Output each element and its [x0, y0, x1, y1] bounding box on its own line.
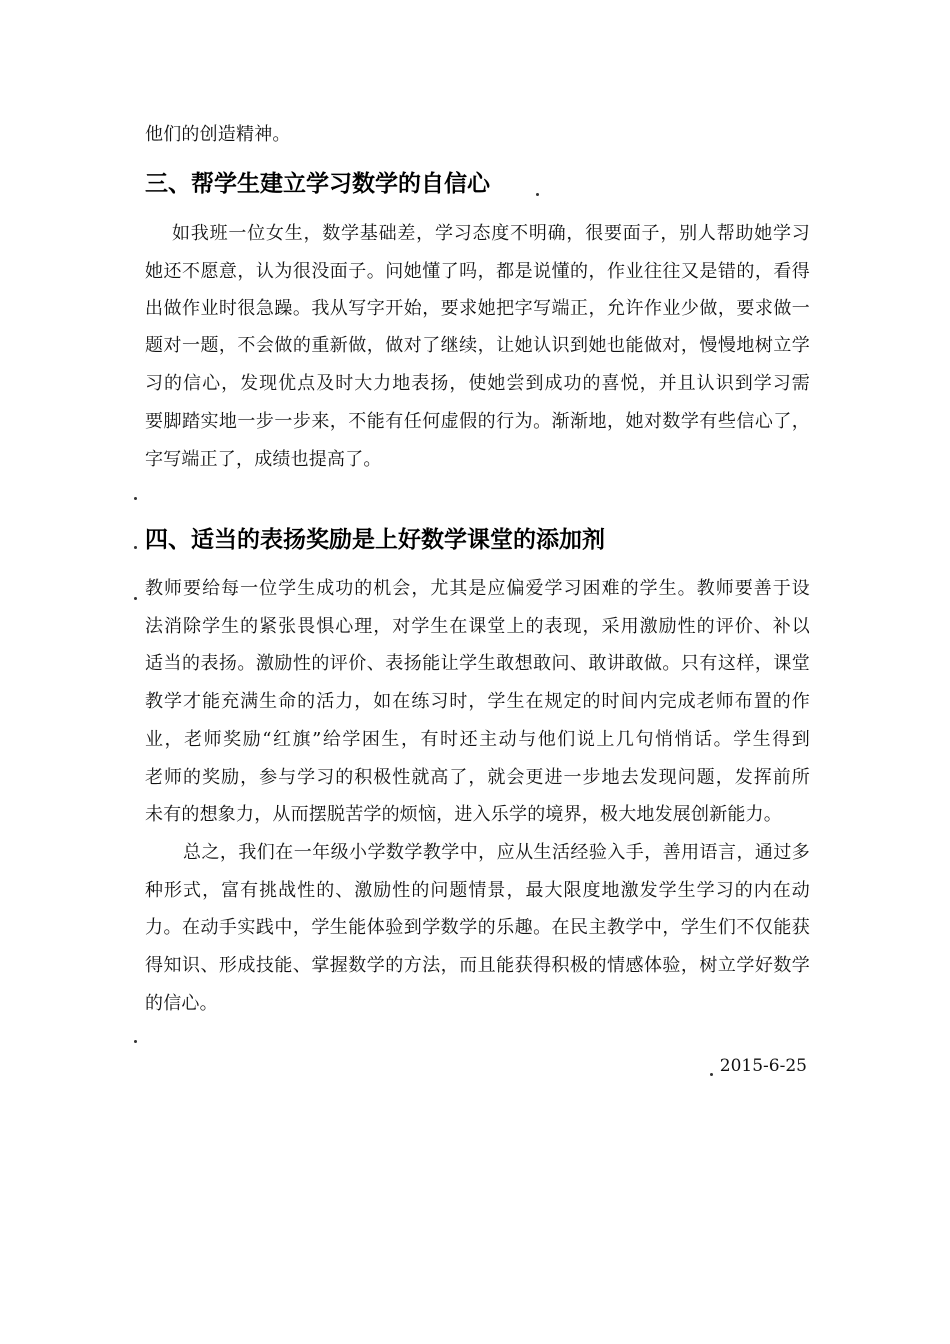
paragraph-line: 题对一题，不会做的重新做，做对了继续，让她认识到她也能做对，慢慢地树立学: [145, 335, 810, 356]
paragraph-line: 出做作业时很急躁。我从写字开始，要求她把字写端正，允许作业少做，要求做一: [145, 298, 810, 319]
format-mark: [134, 546, 137, 549]
paragraph-line: 习的信心，发现优点及时大力地表扬，使她尝到成功的喜悦，并且认识到学习需: [145, 373, 810, 394]
paragraph-line: 老师的奖励，参与学习的积极性就高了，就会更进一步地去发现问题，发挥前所: [145, 767, 810, 788]
paragraph-line: 得知识、形成技能、掌握数学的方法，而且能获得积极的情感体验，树立学好数学: [145, 955, 810, 976]
paragraph-line: 教学才能充满生命的活力，如在练习时，学生在规定的时间内完成老师布置的作: [145, 691, 810, 712]
paragraph-line: 业，老师奖励“红旗”给学困生，有时还主动与他们说上几句悄悄话。学生得到: [145, 729, 810, 750]
format-mark: [134, 497, 137, 500]
section-4-heading: 四、适当的表扬奖励是上好数学课堂的添加剂: [145, 527, 605, 553]
paragraph-line: 总之，我们在一年级小学数学教学中，应从生活经验入手，善用语言，通过多: [183, 842, 810, 863]
paragraph-line: 的信心。: [145, 993, 218, 1014]
paragraph-line: 未有的想象力，从而摆脱苦学的烦恼，进入乐学的境界，极大地发展创新能力。: [145, 804, 782, 825]
format-mark: [134, 1040, 137, 1043]
document-date: 2015-6-25: [719, 1056, 807, 1076]
paragraph-line: 教师要给每一位学生成功的机会，尤其是应偏爱学习困难的学生。教师要善于设: [145, 578, 810, 599]
paragraph-line: 种形式，富有挑战性的、激励性的问题情景，最大限度地激发学生学习的内在动: [145, 880, 810, 901]
paragraph-line: 如我班一位女生，数学基础差，学习态度不明确，很要面子，别人帮助她学习: [172, 223, 810, 244]
section-3-heading: 三、帮学生建立学习数学的自信心: [145, 171, 490, 197]
paragraph-line: 要脚踏实地一步一步来，不能有任何虚假的行为。渐渐地，她对数学有些信心了，: [145, 411, 810, 432]
format-mark: [134, 597, 137, 600]
intro-tail-text: 他们的创造精神。: [145, 124, 291, 145]
paragraph-line: 力。在动手实践中，学生能体验到学数学的乐趣。在民主教学中，学生们不仅能获: [145, 917, 810, 938]
paragraph-line: 字写端正了，成绩也提高了。: [145, 449, 382, 470]
paragraph-line: 适当的表扬。激励性的评价、表扬能让学生敢想敢问、敢讲敢做。只有这样，课堂: [145, 653, 810, 674]
format-mark: [710, 1073, 713, 1076]
paragraph-line: 法消除学生的紧张畏惧心理，对学生在课堂上的表现，采用激励性的评价、补以: [145, 616, 810, 637]
paragraph-line: 她还不愿意，认为很没面子。问她懂了吗，都是说懂的，作业往往又是错的，看得: [145, 261, 810, 282]
format-mark: [536, 193, 539, 196]
